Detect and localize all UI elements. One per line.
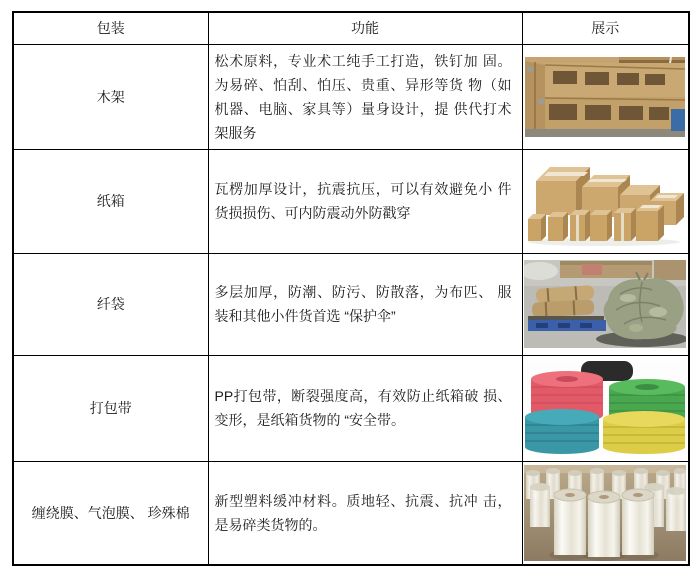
wood-crates-image	[525, 57, 685, 137]
display-cell	[522, 253, 689, 355]
col-header-display: 展示	[522, 12, 689, 44]
cardboard-boxes-image	[524, 155, 686, 247]
table-row-film	[13, 461, 689, 565]
col-header-packaging: 包装	[13, 12, 208, 44]
function-text: 瓦楞加厚设计，抗震抗压，可以有效避免小 件货损损伤、可内防震动外防戳穿	[208, 149, 522, 253]
header-row	[13, 12, 689, 44]
packaging-name: 纸箱	[13, 149, 208, 253]
pp-strap-rolls-image	[523, 361, 687, 455]
function-text: 新型塑料缓冲材料。质地轻、抗震、抗冲 击，是易碎类货物的。	[208, 461, 522, 565]
packaging-name: 打包带	[13, 355, 208, 461]
table-row-fiber-bag	[13, 253, 689, 355]
display-cell	[522, 461, 689, 565]
table-row-wood-frame	[13, 44, 689, 149]
display-cell	[522, 355, 689, 461]
fiber-bags-image	[524, 260, 686, 348]
col-header-function: 功能	[208, 12, 522, 44]
packaging-name: 木架	[13, 44, 208, 149]
packaging-name: 纤袋	[13, 253, 208, 355]
table-row-carton	[13, 149, 689, 253]
packaging-table	[12, 11, 690, 566]
function-text: 多层加厚，防潮、防污、防散落，为布匹、 服装和其他小件货首选 “保护伞”	[208, 253, 522, 355]
packaging-name: 缠绕膜、气泡膜、 珍殊棉	[13, 461, 208, 565]
function-text: PP打包带，断裂强度高，有效防止纸箱破 损、变形，是纸箱货物的 “安全带。	[208, 355, 522, 461]
display-cell	[522, 149, 689, 253]
function-text: 松术原料，专业术工纯手工打造，铁钉加 固。为易碎、怕刮、怕压、贵重、异形等货 物（如机器、电脑、家具等）量身设计，提 供代打术架服务	[208, 44, 522, 149]
display-cell	[522, 44, 689, 149]
stretch-film-rolls-image	[524, 465, 686, 561]
table-row-strap	[13, 355, 689, 461]
